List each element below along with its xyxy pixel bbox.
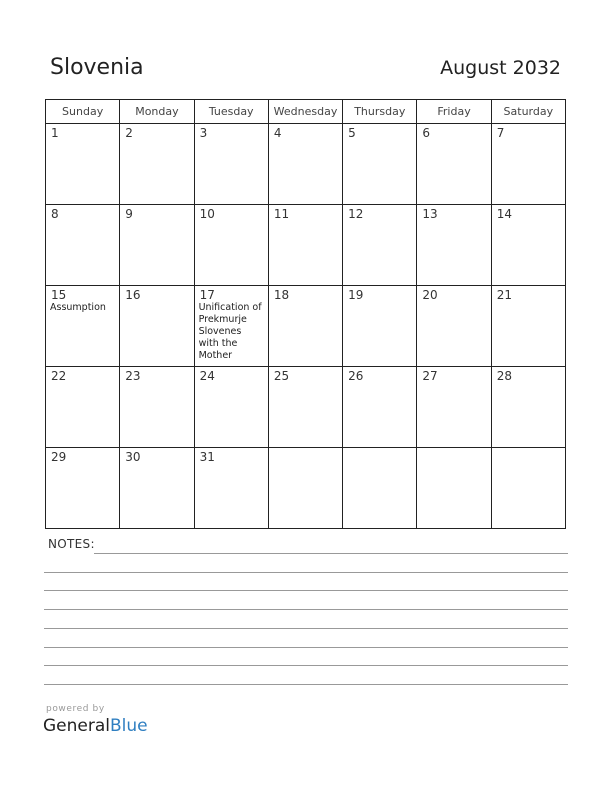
day-number: 18 xyxy=(273,288,290,302)
day-cell xyxy=(194,367,268,448)
day-number: 6 xyxy=(422,126,431,140)
weekday-header: Sunday xyxy=(46,100,120,124)
logo-general-text: General xyxy=(43,716,110,736)
day-number: 7 xyxy=(496,126,505,140)
day-cell xyxy=(491,124,565,205)
weekday-header: Friday xyxy=(417,100,491,124)
day-cell xyxy=(343,448,417,529)
day-number: 12 xyxy=(348,207,364,221)
week-row xyxy=(46,205,566,286)
weekday-header: Tuesday xyxy=(194,100,268,124)
day-cell xyxy=(120,286,194,367)
day-cell xyxy=(491,367,565,448)
notes-line xyxy=(44,628,568,629)
day-number: 2 xyxy=(125,126,133,140)
day-number: 10 xyxy=(199,207,215,221)
weekday-header: Monday xyxy=(120,100,194,124)
day-cell xyxy=(417,205,491,286)
day-number: 29 xyxy=(51,450,67,464)
day-number: 16 xyxy=(125,288,141,302)
notes-line xyxy=(44,665,568,666)
day-cell xyxy=(268,286,342,367)
day-cell xyxy=(268,124,342,205)
weekday-header-row xyxy=(46,100,566,124)
day-cell xyxy=(491,448,565,529)
day-number: 14 xyxy=(496,207,512,221)
day-cell xyxy=(194,124,268,205)
day-number: 24 xyxy=(199,369,215,383)
notes-line xyxy=(44,647,568,648)
powered-by-text: powered by xyxy=(46,704,105,714)
week-row xyxy=(46,448,566,529)
day-number: 11 xyxy=(273,207,290,221)
notes-line xyxy=(94,553,568,554)
day-cell xyxy=(46,124,120,205)
day-number: 25 xyxy=(273,369,290,383)
day-cell xyxy=(343,367,417,448)
day-cell xyxy=(46,286,120,367)
day-cell xyxy=(46,205,120,286)
day-number: 8 xyxy=(51,207,59,221)
day-number: 26 xyxy=(348,369,364,383)
day-cell xyxy=(194,286,268,367)
notes-line xyxy=(44,590,568,591)
day-cell xyxy=(194,448,268,529)
day-cell xyxy=(417,286,491,367)
month-year-title: August 2032 xyxy=(440,57,561,79)
day-number: 13 xyxy=(422,207,438,221)
day-number: 22 xyxy=(51,369,67,383)
day-number: 5 xyxy=(348,126,356,140)
day-cell xyxy=(343,286,417,367)
day-cell xyxy=(120,448,194,529)
day-cell xyxy=(120,205,194,286)
day-cell xyxy=(268,205,342,286)
day-cell xyxy=(343,124,417,205)
weekday-header: Thursday xyxy=(343,100,417,124)
day-number: 3 xyxy=(199,126,208,140)
day-cell xyxy=(120,124,194,205)
generalblue-logo xyxy=(43,716,148,736)
logo-blue-text: Blue xyxy=(110,716,148,736)
day-number: 19 xyxy=(348,288,364,302)
day-number: 4 xyxy=(273,126,282,140)
day-number: 27 xyxy=(422,369,438,383)
notes-line xyxy=(44,684,568,685)
day-cell xyxy=(268,448,342,529)
day-cell xyxy=(46,448,120,529)
day-number: 17 xyxy=(199,288,215,302)
day-cell xyxy=(343,205,417,286)
day-cell xyxy=(46,367,120,448)
day-cell xyxy=(194,205,268,286)
day-number: 30 xyxy=(125,450,141,464)
day-event: Unification of Prekmurje Slovenes with the Mother xyxy=(198,302,262,361)
day-cell xyxy=(417,448,491,529)
day-number: 23 xyxy=(125,369,141,383)
weekday-header: Wednesday xyxy=(268,100,342,124)
day-cell xyxy=(417,367,491,448)
day-cell xyxy=(268,367,342,448)
day-number: 31 xyxy=(199,450,215,464)
day-number: 9 xyxy=(125,207,133,221)
week-row xyxy=(46,286,566,367)
notes-line xyxy=(44,572,568,573)
day-number: 20 xyxy=(422,288,438,302)
country-title: Slovenia xyxy=(50,55,144,80)
notes-label: NOTES: xyxy=(48,537,95,551)
day-number: 21 xyxy=(496,288,512,302)
day-cell xyxy=(417,124,491,205)
day-number: 1 xyxy=(51,126,59,140)
day-number: 15 xyxy=(51,288,67,302)
week-row xyxy=(46,124,566,205)
notes-line xyxy=(44,609,568,610)
day-cell xyxy=(120,367,194,448)
week-row xyxy=(46,367,566,448)
calendar-grid xyxy=(45,99,566,529)
day-number: 28 xyxy=(496,369,512,383)
day-cell xyxy=(491,205,565,286)
weekday-header: Saturday xyxy=(491,100,565,124)
day-event: Assumption xyxy=(50,302,106,313)
day-cell xyxy=(491,286,565,367)
